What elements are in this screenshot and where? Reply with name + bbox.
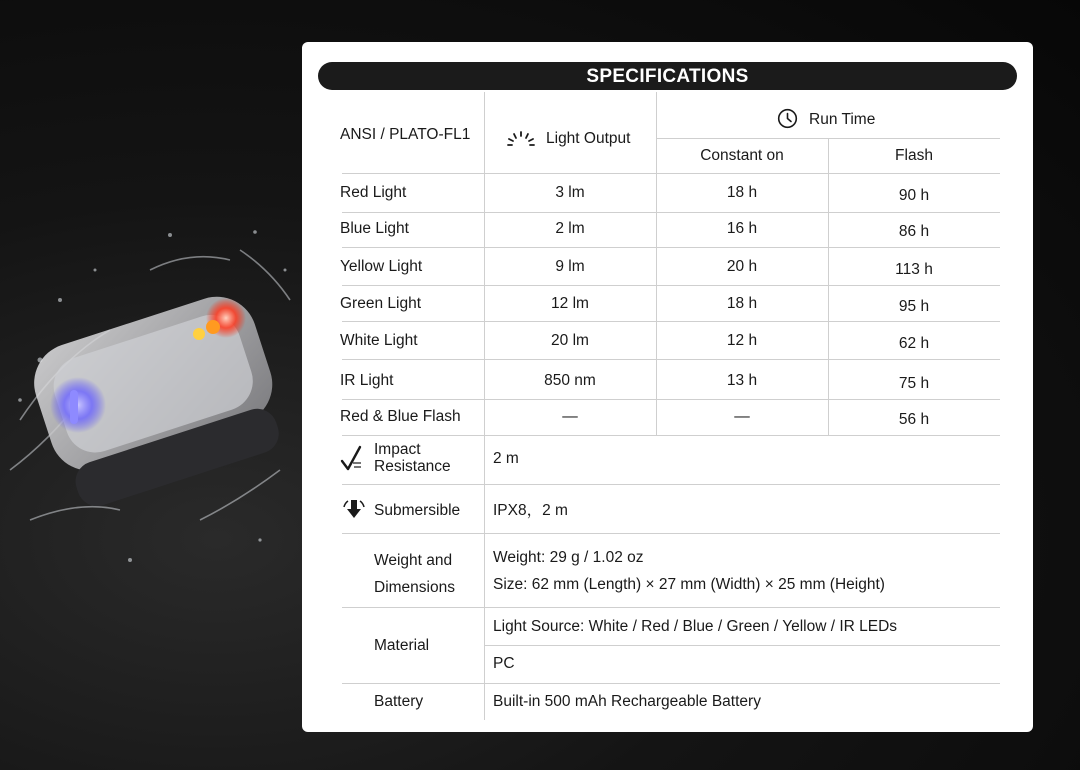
submersible-value: IPX8，2 m — [493, 502, 568, 519]
header-light-output: Light Output — [546, 130, 631, 147]
grid-divider — [342, 683, 1000, 684]
row-flash: 95 h — [898, 298, 930, 315]
row-constant-on: 16 h — [726, 220, 758, 237]
weight-value: Weight: 29 g / 1.02 oz — [493, 549, 644, 566]
specifications-title: SPECIFICATIONS — [318, 62, 1017, 90]
impact-value: 2 m — [493, 450, 519, 467]
battery-label: Battery — [374, 693, 424, 710]
grid-divider — [342, 435, 1000, 436]
row-label: Red Light — [340, 184, 407, 201]
impact-label-line2: Resistance — [374, 458, 451, 475]
row-constant-on: 18 h — [726, 184, 758, 201]
row-light-output: 12 lm — [551, 295, 589, 312]
submersible-label: Submersible — [374, 502, 461, 519]
row-light-output: 9 lm — [555, 258, 585, 275]
row-label: White Light — [340, 332, 418, 349]
grid-divider — [342, 607, 1000, 608]
row-light-output: — — [562, 408, 578, 425]
row-label: Blue Light — [340, 220, 409, 237]
grid-divider — [656, 138, 1000, 139]
row-flash: 62 h — [898, 335, 930, 352]
row-flash: 86 h — [898, 223, 930, 240]
row-label: IR Light — [340, 372, 394, 389]
grid-divider — [342, 484, 1000, 485]
weight-label-line2: Dimensions — [374, 579, 455, 596]
grid-divider — [342, 533, 1000, 534]
header-run-time: Run Time — [809, 111, 876, 128]
grid-divider — [342, 247, 1000, 248]
row-light-output: 2 lm — [555, 220, 585, 237]
clock-icon — [777, 108, 798, 129]
grid-divider — [342, 399, 1000, 400]
row-flash: 90 h — [898, 187, 930, 204]
weight-label-line1: Weight and — [374, 552, 453, 569]
light-burst-icon — [506, 130, 536, 148]
grid-divider — [342, 359, 1000, 360]
battery-value: Built-in 500 mAh Rechargeable Battery — [493, 693, 761, 710]
specifications-card — [302, 42, 1033, 732]
submersible-arrow-icon — [342, 498, 366, 520]
row-light-output: 20 lm — [551, 332, 589, 349]
row-flash: 113 h — [895, 261, 933, 278]
grid-divider — [828, 138, 829, 435]
impact-label-line1: Impact — [374, 441, 421, 458]
row-flash: 75 h — [898, 375, 930, 392]
grid-divider — [484, 645, 1000, 646]
row-constant-on: 18 h — [726, 295, 758, 312]
grid-divider — [656, 92, 657, 435]
row-constant-on: 20 h — [726, 258, 758, 275]
grid-divider — [484, 92, 485, 720]
grid-divider — [342, 285, 1000, 286]
row-label: Yellow Light — [340, 258, 423, 275]
header-flash: Flash — [895, 147, 933, 164]
grid-divider — [342, 173, 1000, 174]
size-value: Size: 62 mm (Length) × 27 mm (Width) × 25 mm (Height) — [493, 576, 885, 593]
row-light-output: 3 lm — [555, 184, 585, 201]
material-light-source: Light Source: White / Red / Blue / Green / Yellow / IR LEDs — [493, 618, 898, 635]
grid-divider — [342, 212, 1000, 213]
material-label: Material — [374, 637, 430, 654]
row-label: Green Light — [340, 295, 421, 312]
header-constant-on: Constant on — [700, 147, 784, 164]
row-flash: 56 h — [898, 411, 930, 428]
row-label: Red & Blue Flash — [340, 408, 461, 425]
grid-divider — [342, 321, 1000, 322]
header-model: ANSI / PLATO-FL1 — [340, 126, 471, 143]
row-constant-on: 12 h — [726, 332, 758, 349]
row-constant-on: 13 h — [726, 372, 758, 389]
impact-check-icon — [340, 444, 364, 472]
row-light-output: 850 nm — [544, 372, 596, 389]
row-constant-on: — — [734, 408, 750, 425]
material-body: PC — [493, 655, 515, 672]
